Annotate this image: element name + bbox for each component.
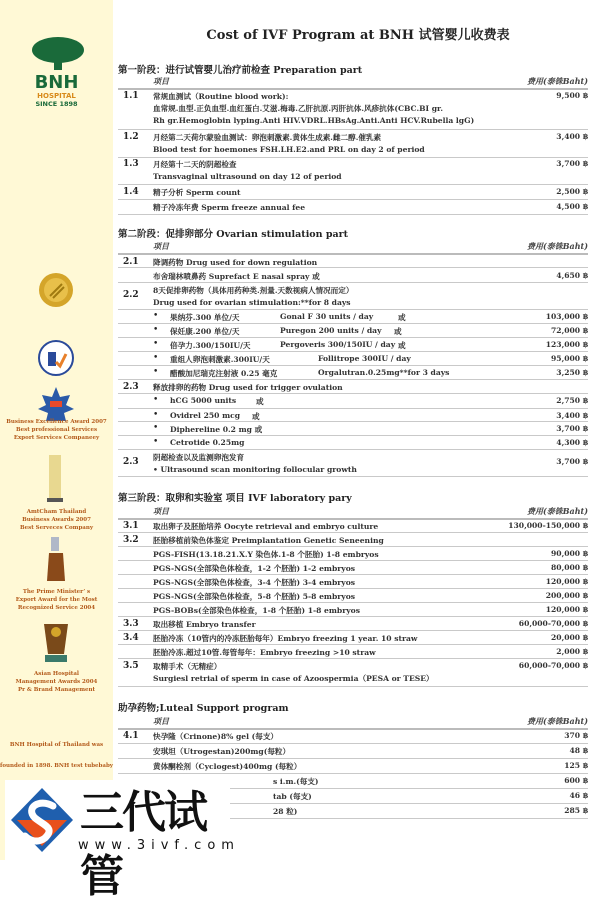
- row-price: 130,000-150,000 ฿: [508, 521, 588, 530]
- table-row: [118, 547, 588, 561]
- row-description: 胚胎冷冻（10管内的冷冻胚胎每年）Embryo freezing 1 year. 10 straw: [153, 634, 418, 643]
- watermark-overlay: [5, 780, 240, 902]
- watermark-text: 三代试管: [80, 787, 206, 902]
- footer-line-1: BNH Hospital of Thailand was: [9, 742, 104, 748]
- row-price: 4,300 ฿: [556, 438, 588, 447]
- bullet-icon: •: [153, 311, 159, 321]
- table-row: [118, 283, 588, 310]
- table-row: [118, 338, 588, 352]
- row-description: s i.m.(每支): [273, 777, 319, 786]
- table-row: [118, 380, 588, 394]
- row-price: 3,250 ฿: [556, 368, 588, 377]
- row-description: PGS-NGS(全部染色体检查，1-2 个胚胎) 1-2 embryos: [153, 564, 356, 573]
- row-number: 3.1: [123, 521, 139, 531]
- drug-cn: 醋酸加尼瑞克注射液 0.25 毫克: [170, 369, 278, 378]
- watermark-url: www.3ivf.com: [78, 838, 240, 853]
- row-description: [153, 661, 434, 685]
- row-description: 胚胎移植前染色体鉴定 Preimplantation Genetic Seneening: [153, 536, 384, 545]
- header-item: 项目: [153, 241, 169, 251]
- award-2: [0, 508, 113, 532]
- desc-line: • Ultrasound scan monitoring follocular growth: [153, 465, 357, 474]
- trophy-plaque-icon: [42, 622, 70, 664]
- award-3: [0, 588, 113, 612]
- bullet-icon: •: [153, 423, 159, 433]
- row-price: 60,000-70,000 ฿: [518, 619, 588, 628]
- row-price: 285 ฿: [564, 806, 588, 815]
- row-number: 3.2: [123, 535, 139, 545]
- row-description: [153, 159, 342, 183]
- drug-en: Gonal F 30 units / day: [280, 312, 374, 321]
- trophy-bottle-icon: [45, 537, 67, 583]
- row-price: 80,000 ฿: [551, 563, 588, 572]
- row-number: 4.1: [123, 731, 139, 741]
- row-description: 快孕隆（Crinone)8% gel (每支）: [153, 732, 279, 741]
- table-row: [118, 617, 588, 631]
- row-number: 2.2: [123, 290, 139, 300]
- table-row: [118, 366, 588, 380]
- award-1: [0, 418, 113, 442]
- table-row: [118, 659, 588, 687]
- drug-cn: Ovidrel 250 mcg: [170, 411, 241, 420]
- bullet-icon: •: [153, 353, 159, 363]
- bnh-tree-logo-icon: [28, 36, 88, 76]
- row-description: 降调药物 Drug used for down regulation: [153, 258, 318, 267]
- table-row: [118, 744, 588, 759]
- table-header: [118, 506, 588, 520]
- table-row: [118, 575, 588, 589]
- table-row: [118, 645, 588, 659]
- desc-line: Rh gr.Hemoglobin lyping.Anti HIV.VDRL.HBsAg.Anti.Anti HCV.Rubella lgG): [153, 116, 475, 125]
- row-price: 120,000 ฿: [545, 577, 588, 586]
- row-description: 取出移植 Embryo transfer: [153, 620, 256, 629]
- table-row: [118, 450, 588, 477]
- row-description: 布舍瑞林喷鼻药 Suprefact E nasal spray 或: [153, 272, 320, 281]
- row-price: 200,000 ฿: [545, 591, 588, 600]
- desc-line: 8天促排卵药物（具体用药种类.剂量.天数视病人情况而定）: [153, 286, 354, 295]
- row-price: 9,500 ฿: [556, 91, 588, 100]
- table-row: [118, 185, 588, 200]
- row-price: 2,000 ฿: [556, 647, 588, 656]
- certification-badge-icon: [38, 340, 74, 376]
- desc-line: 阴超检查以及监测卵泡发育: [153, 453, 245, 462]
- header-price: 费用(泰铢Baht): [526, 241, 588, 251]
- award-text: Pr & Brand Management: [17, 687, 96, 693]
- row-price: 48 ฿: [569, 746, 588, 755]
- bullet-icon: •: [153, 325, 159, 335]
- row-description: [153, 285, 353, 309]
- logo-name: BNH: [34, 72, 79, 93]
- row-price: 125 ฿: [564, 761, 588, 770]
- table-row: [118, 130, 588, 158]
- drug-en: Orgalutran.0.25mg**for 3 days: [318, 368, 450, 377]
- table-row: [118, 352, 588, 366]
- row-number: 1.4: [123, 187, 139, 197]
- table-row: [118, 255, 588, 268]
- row-price: 46 ฿: [569, 791, 588, 800]
- table-row: [118, 269, 588, 283]
- drug-or: 或: [394, 327, 402, 336]
- table-row: [118, 589, 588, 603]
- row-number: 1.2: [123, 132, 139, 142]
- award-text: Best professional Services: [15, 427, 98, 433]
- drug-or: 或: [256, 397, 264, 406]
- drug-en: Follitrope 300IU / day: [318, 354, 411, 363]
- section-1-title: 第一阶段：进行试管婴儿治疗前检查 Preparation part: [118, 65, 363, 76]
- row-description: PGS-BOBs(全部染色体检查，1-8 个胚胎) 1-8 embryos: [153, 606, 360, 615]
- 3ivf-s-logo-icon: [9, 786, 75, 854]
- award-text: Export Award for the Most: [15, 597, 98, 603]
- table-row: [118, 157, 588, 185]
- desc-line: Transvaginal ultrasound on day 12 of period: [153, 172, 342, 181]
- row-price: 2,500 ฿: [556, 187, 588, 196]
- section-3-title: 第三阶段：取卵和实验室 项目 IVF laboratory pary: [118, 493, 352, 504]
- row-description: [153, 452, 357, 476]
- table-row: [118, 200, 588, 215]
- drug-or: 或: [252, 412, 260, 421]
- row-description: 安琪坦（Utrogestan)200mg(每粒）: [153, 747, 291, 756]
- drug-cn: 倍孕力.300/150IU/天: [170, 341, 251, 350]
- header-price: 费用(泰铢Baht): [526, 716, 588, 726]
- award-text: Management Awards 2004: [15, 679, 98, 685]
- row-price: 3,700 ฿: [556, 457, 588, 466]
- table-row: [118, 436, 588, 450]
- drug-cn: 重组人卵泡刺激素.300IU/天: [170, 355, 270, 364]
- bullet-icon: •: [153, 395, 159, 405]
- row-description: 精子冷冻年费 Sperm freeze annual fee: [153, 203, 306, 212]
- drug-cn: Cetrotide 0.25mg: [170, 438, 245, 447]
- desc-line: 血常规.血型.正负血型.血红蛋白.艾滋.梅毒.乙肝抗原.丙肝抗体.风疹抗体(CBC.BI gr.: [153, 104, 443, 113]
- row-price: 20,000 ฿: [551, 633, 588, 642]
- table-row: [118, 310, 588, 324]
- award-text: Best Serveces Company: [19, 525, 94, 531]
- award-text: Business Awards 2007: [22, 517, 91, 523]
- header-item: 项目: [153, 506, 169, 516]
- section-2-title: 第二阶段：促排卵部分 Ovarian stimulation part: [118, 229, 349, 240]
- table-row: [118, 759, 588, 774]
- table-row: [118, 519, 588, 533]
- footer-line-2: founded in 1898. BNH test tubebaby: [0, 763, 113, 769]
- trophy-column-icon: [46, 455, 64, 503]
- row-price: 72,000 ฿: [551, 326, 588, 335]
- row-price: 3,400 ฿: [556, 132, 588, 141]
- table-header: [118, 716, 588, 730]
- drug-or: 或: [398, 313, 406, 322]
- header-price: 费用(泰铢Baht): [526, 506, 588, 516]
- desc-line: 月经第二天荷尔蒙验血测试：卵泡刺激素.黄体生成素.雌二醇.催乳素: [153, 133, 382, 142]
- page-title: Cost of IVF Program at BNH 试管婴儿收费表: [206, 28, 510, 43]
- table-row: [118, 533, 588, 547]
- drug-cn: hCG 5000 units: [170, 396, 237, 405]
- table-row: [118, 631, 588, 645]
- logo-line2: SINCE 1898: [35, 100, 78, 108]
- row-price: 95,000 ฿: [551, 354, 588, 363]
- logo-line1: HOSPITAL: [37, 92, 76, 100]
- row-price: 3,400 ฿: [556, 411, 588, 420]
- row-description: 黄体酮栓剂（Cyclogest)400mg (每粒）: [153, 762, 302, 771]
- table-row: [118, 324, 588, 338]
- award-text: Export Services Companeey: [13, 435, 100, 441]
- table-header: [118, 241, 588, 255]
- desc-line: Drug used for ovarian stimulation:**for 8 days: [153, 298, 351, 307]
- bullet-icon: •: [153, 367, 159, 377]
- table-row: [118, 561, 588, 575]
- row-price: 370 ฿: [564, 731, 588, 740]
- row-description: [153, 91, 474, 127]
- row-number: 3.5: [123, 661, 139, 671]
- row-description: 精子分析 Sperm count: [153, 188, 241, 197]
- drug-cn: 保妊康.200 单位/天: [170, 327, 240, 336]
- table-row: [118, 603, 588, 617]
- row-price: 4,650 ฿: [556, 271, 588, 280]
- desc-line: 常规血测试（Routine blood work):: [153, 92, 289, 101]
- drug-cn: 果纳芬.300 单位/天: [170, 313, 240, 322]
- bullet-icon: •: [153, 437, 159, 447]
- drug-or: 或: [398, 341, 406, 350]
- row-description: [153, 132, 425, 156]
- bullet-icon: •: [153, 339, 159, 349]
- row-description: 胚胎冷冻.超过10管.每管每年：Embryo freezing >10 straw: [153, 648, 376, 657]
- desc-line: Blood test for hoemones FSH.LH.E2.and PRL on day 2 of period: [153, 145, 425, 154]
- row-price: 600 ฿: [564, 776, 588, 785]
- row-price: 2,750 ฿: [556, 396, 588, 405]
- header-item: 项目: [153, 76, 169, 86]
- row-price: 123,000 ฿: [545, 340, 588, 349]
- row-number: 1.3: [123, 159, 139, 169]
- row-description: 取出卵子及胚胎培养 Oocyte retrieval and embryo culture: [153, 522, 379, 531]
- header-price: 费用(泰铢Baht): [526, 76, 588, 86]
- table-row: [118, 729, 588, 744]
- desc-line: 取精手术（无精症）: [153, 662, 222, 671]
- award-text: Recognized Service 2004: [17, 605, 96, 611]
- row-number: 3.3: [123, 619, 139, 629]
- table-row: [118, 394, 588, 409]
- row-price: 120,000 ฿: [545, 605, 588, 614]
- table-row: [118, 422, 588, 436]
- drug-en: Pergoveris 300/150IU / day: [280, 340, 396, 349]
- gold-seal-icon: [38, 272, 74, 308]
- award-text: Business Excellence Award 2007: [6, 419, 107, 425]
- table-header: [118, 76, 588, 90]
- row-description: 释放排卵的药物 Drug used for trigger ovulation: [153, 383, 343, 392]
- row-price: 60,000-70,000 ฿: [518, 661, 588, 670]
- table-row: [118, 409, 588, 422]
- row-number: 2.3: [123, 382, 139, 392]
- row-description: 28 粒): [273, 807, 298, 816]
- header-item: 项目: [153, 716, 169, 726]
- row-number: 2.3: [123, 457, 139, 467]
- table-row: [118, 89, 588, 130]
- drug-cn: Diphereline 0.2 mg 或: [170, 425, 263, 434]
- desc-line: Surgiesl retrial of sperm in case of Azoospermia（PESA or TESE）: [153, 674, 434, 683]
- award-4: [0, 670, 113, 694]
- row-description: PGS-NGS(全部染色体检查，5-8 个胚胎) 5-8 embryos: [153, 592, 356, 601]
- drug-en: Puregon 200 units / day: [280, 326, 382, 335]
- row-price: 103,000 ฿: [545, 312, 588, 321]
- row-description: PGS-FISH(13.18.21.X.Y 染色体.1-8 个胚胎) 1-8 embryos: [153, 550, 379, 559]
- sidebar: [0, 0, 113, 860]
- row-description: PGS-NGS(全部染色体检查，3-4 个胚胎) 3-4 embryos: [153, 578, 356, 587]
- row-price: 3,700 ฿: [556, 159, 588, 168]
- row-number: 2.1: [123, 257, 139, 267]
- desc-line: 月经第十二天的阴超检查: [153, 160, 237, 169]
- bullet-icon: •: [153, 410, 159, 420]
- row-price: 3,700 ฿: [556, 424, 588, 433]
- row-number: 3.4: [123, 633, 139, 643]
- row-price: 4,500 ฿: [556, 202, 588, 211]
- row-number: 1.1: [123, 91, 139, 101]
- award-text: Asian Hospital: [33, 671, 80, 677]
- award-text: AmtCham Thailand: [26, 509, 87, 515]
- section-4-title: 助孕药物;Luteal Support program: [118, 703, 289, 714]
- award-text: The Prime Minister’ s: [22, 589, 91, 595]
- row-description: tab (每支): [273, 792, 312, 801]
- row-price: 90,000 ฿: [551, 549, 588, 558]
